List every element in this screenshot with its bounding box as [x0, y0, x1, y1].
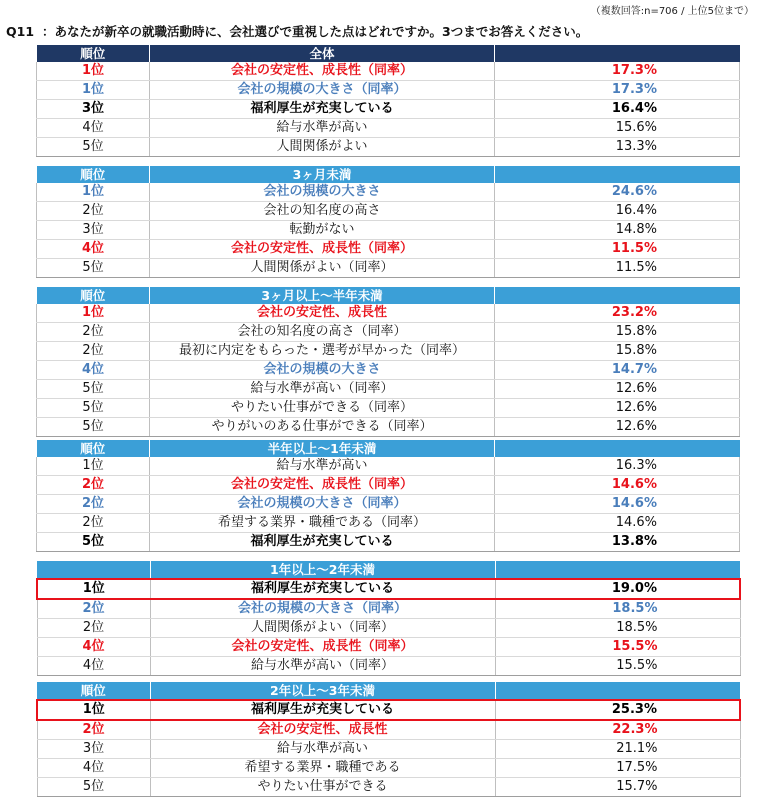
table-row	[37, 202, 740, 221]
question-number: Q11	[6, 24, 35, 39]
question-text: ：あなたが新卒の就職活動時に、会社選びで重視した点はどれですか。3つまでお答えください。	[42, 24, 589, 39]
rank-cell: 2位	[37, 720, 150, 740]
rank-cell: 2位	[37, 619, 150, 638]
item-cell: 会社の安定性、成長性（同率）	[150, 638, 495, 657]
item-cell: 希望する業界・職種である（同率）	[150, 514, 495, 533]
table-header-row	[37, 287, 740, 304]
header-percent	[495, 166, 740, 183]
table-header-row	[37, 166, 740, 183]
item-cell: 最初に内定をもらった・選考が早かった（同率）	[150, 342, 495, 361]
percent-cell: 18.5%	[495, 599, 740, 619]
percent-cell: 21.1%	[495, 740, 740, 759]
header-rank: 順位	[37, 682, 150, 700]
rank-cell: 2位	[37, 495, 150, 514]
table-row	[37, 579, 740, 599]
item-cell: 会社の規模の大きさ	[150, 361, 495, 380]
percent-cell: 14.8%	[495, 221, 740, 240]
header-rank: 順位	[37, 440, 150, 457]
header-segment: 3ヶ月以上～半年未満	[150, 287, 495, 304]
rank-cell: 5位	[37, 399, 150, 418]
item-cell: 転勤がない	[150, 221, 495, 240]
rank-cell: 1位	[37, 457, 150, 476]
item-cell: やりたい仕事ができる	[150, 778, 495, 797]
percent-cell: 17.3%	[495, 62, 740, 81]
item-cell: 給与水準が高い	[150, 457, 495, 476]
rank-cell: 5位	[37, 138, 150, 157]
percent-cell: 16.4%	[495, 202, 740, 221]
table-row	[37, 81, 740, 100]
table-row	[37, 638, 740, 657]
table-row	[37, 138, 740, 157]
percent-cell: 19.0%	[495, 579, 740, 599]
table-row	[37, 183, 740, 202]
ranking-table-5	[36, 561, 741, 676]
table-row	[37, 342, 740, 361]
rank-cell: 1位	[37, 81, 150, 100]
table-row	[37, 119, 740, 138]
percent-cell: 11.5%	[495, 259, 740, 278]
table-header-row	[37, 561, 740, 579]
percent-cell: 13.3%	[495, 138, 740, 157]
rank-cell: 5位	[37, 533, 150, 552]
ranking-table-1	[36, 45, 740, 157]
item-cell: 会社の規模の大きさ（同率）	[150, 81, 495, 100]
item-cell: 会社の規模の大きさ	[150, 183, 495, 202]
header-segment: 3ヶ月未満	[150, 166, 495, 183]
table-row	[37, 221, 740, 240]
rank-cell: 5位	[37, 259, 150, 278]
table-row	[37, 495, 740, 514]
rank-cell: 2位	[37, 476, 150, 495]
percent-cell: 14.6%	[495, 476, 740, 495]
item-cell: 会社の安定性、成長性（同率）	[150, 476, 495, 495]
percent-cell: 16.3%	[495, 457, 740, 476]
item-cell: やりたい仕事ができる（同率）	[150, 399, 495, 418]
percent-cell: 12.6%	[495, 399, 740, 418]
percent-cell: 14.7%	[495, 361, 740, 380]
ranking-table-4	[36, 440, 740, 552]
percent-cell: 15.7%	[495, 778, 740, 797]
item-cell: 会社の規模の大きさ（同率）	[150, 599, 495, 619]
rank-cell: 1位	[37, 700, 150, 720]
rank-cell: 1位	[37, 62, 150, 81]
percent-cell: 24.6%	[495, 183, 740, 202]
item-cell: 会社の規模の大きさ（同率）	[150, 495, 495, 514]
percent-cell: 15.8%	[495, 342, 740, 361]
table-row	[37, 720, 740, 740]
item-cell: 会社の安定性、成長性	[150, 304, 495, 323]
table-row	[37, 100, 740, 119]
header-rank: 順位	[37, 287, 150, 304]
header-segment: 全体	[150, 45, 495, 62]
table-row	[37, 759, 740, 778]
rank-cell: 4位	[37, 119, 150, 138]
item-cell: 給与水準が高い	[150, 119, 495, 138]
percent-cell: 23.2%	[495, 304, 740, 323]
rank-cell: 1位	[37, 304, 150, 323]
header-segment: 半年以上～1年未満	[150, 440, 495, 457]
rank-cell: 3位	[37, 740, 150, 759]
table-row	[37, 399, 740, 418]
header-segment: 2年以上～3年未満	[150, 682, 495, 700]
percent-cell: 13.8%	[495, 533, 740, 552]
rank-cell: 4位	[37, 638, 150, 657]
percent-cell: 17.5%	[495, 759, 740, 778]
item-cell: 会社の安定性、成長性（同率）	[150, 240, 495, 259]
item-cell: 福利厚生が充実している	[150, 700, 495, 720]
table-row	[37, 778, 740, 797]
header-rank: 順位	[37, 45, 150, 62]
table-row	[37, 457, 740, 476]
header-segment: 1年以上～2年未満	[150, 561, 495, 579]
table-row	[37, 62, 740, 81]
percent-cell: 15.5%	[495, 638, 740, 657]
percent-cell: 12.6%	[495, 418, 740, 437]
header-percent	[495, 682, 740, 700]
table-row	[37, 514, 740, 533]
rank-cell: 3位	[37, 221, 150, 240]
item-cell: 会社の知名度の高さ（同率）	[150, 323, 495, 342]
rank-cell: 5位	[37, 380, 150, 399]
table-row	[37, 657, 740, 676]
percent-cell: 22.3%	[495, 720, 740, 740]
percent-cell: 17.3%	[495, 81, 740, 100]
table-header-row	[37, 45, 740, 62]
table-row	[37, 476, 740, 495]
table-row	[37, 599, 740, 619]
table-row	[37, 533, 740, 552]
item-cell: やりがいのある仕事ができる（同率）	[150, 418, 495, 437]
table-row	[37, 361, 740, 380]
table-row	[37, 240, 740, 259]
item-cell: 会社の安定性、成長性（同率）	[150, 62, 495, 81]
percent-cell: 15.8%	[495, 323, 740, 342]
item-cell: 希望する業界・職種である	[150, 759, 495, 778]
rank-cell: 2位	[37, 514, 150, 533]
table-row	[37, 740, 740, 759]
item-cell: 給与水準が高い（同率）	[150, 657, 495, 676]
table-row	[37, 304, 740, 323]
rank-cell: 4位	[37, 240, 150, 259]
header-percent	[495, 287, 740, 304]
table-header-row	[37, 682, 740, 700]
table-row	[37, 380, 740, 399]
header-rank	[37, 561, 150, 579]
header-percent	[495, 45, 740, 62]
percent-cell: 11.5%	[495, 240, 740, 259]
ranking-table-3	[36, 287, 740, 437]
rank-cell: 5位	[37, 418, 150, 437]
table-row	[37, 700, 740, 720]
rank-cell: 4位	[37, 361, 150, 380]
ranking-table-6	[36, 682, 741, 797]
percent-cell: 25.3%	[495, 700, 740, 720]
rank-cell: 2位	[37, 202, 150, 221]
ranking-table-2	[36, 166, 740, 278]
table-row	[37, 259, 740, 278]
item-cell: 人間関係がよい	[150, 138, 495, 157]
rank-cell: 2位	[37, 599, 150, 619]
percent-cell: 15.5%	[495, 657, 740, 676]
percent-cell: 12.6%	[495, 380, 740, 399]
table-row	[37, 323, 740, 342]
item-cell: 福利厚生が充実している	[150, 100, 495, 119]
rank-cell: 1位	[37, 579, 150, 599]
percent-cell: 15.6%	[495, 119, 740, 138]
percent-cell: 14.6%	[495, 514, 740, 533]
percent-cell: 18.5%	[495, 619, 740, 638]
item-cell: 会社の安定性、成長性	[150, 720, 495, 740]
rank-cell: 2位	[37, 323, 150, 342]
item-cell: 給与水準が高い	[150, 740, 495, 759]
header-rank: 順位	[37, 166, 150, 183]
item-cell: 給与水準が高い（同率）	[150, 380, 495, 399]
percent-cell: 16.4%	[495, 100, 740, 119]
item-cell: 人間関係がよい（同率）	[150, 619, 495, 638]
item-cell: 福利厚生が充実している	[150, 533, 495, 552]
question-title	[6, 22, 756, 40]
sample-note: （複数回答:n=706 / 上位5位まで）	[590, 6, 754, 17]
table-header-row	[37, 440, 740, 457]
rank-cell: 4位	[37, 657, 150, 676]
header-percent	[495, 561, 740, 579]
table-row	[37, 418, 740, 437]
item-cell: 会社の知名度の高さ	[150, 202, 495, 221]
item-cell: 福利厚生が充実している	[150, 579, 495, 599]
header-percent	[495, 440, 740, 457]
rank-cell: 5位	[37, 778, 150, 797]
rank-cell: 2位	[37, 342, 150, 361]
rank-cell: 3位	[37, 100, 150, 119]
percent-cell: 14.6%	[495, 495, 740, 514]
rank-cell: 4位	[37, 759, 150, 778]
rank-cell: 1位	[37, 183, 150, 202]
table-row	[37, 619, 740, 638]
item-cell: 人間関係がよい（同率）	[150, 259, 495, 278]
